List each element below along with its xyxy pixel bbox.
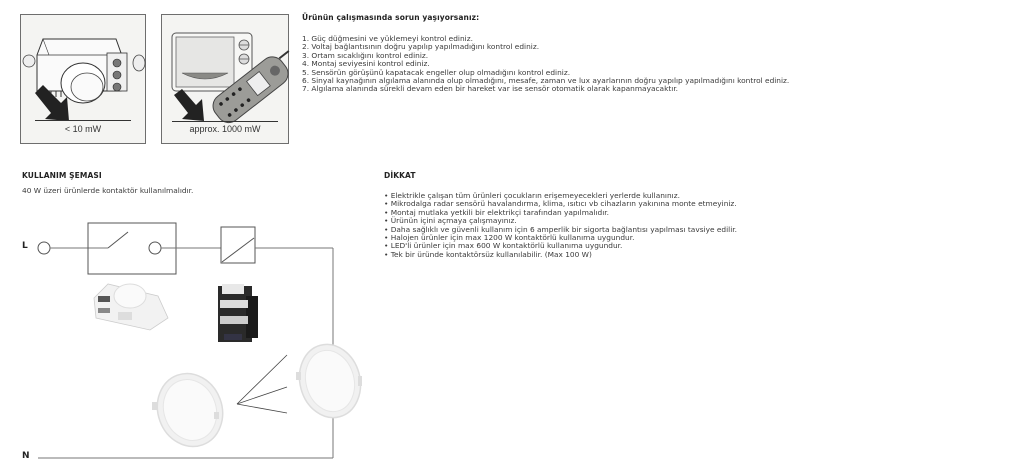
troubleshooting-step: 5. Sensörün görüşünü kapatacak engeller olup olmadığını kontrol ediniz. [302, 67, 571, 77]
troubleshooting-step: 3. Ortam sıcaklığını kontrol ediniz. [302, 50, 429, 60]
switch-contact [108, 232, 128, 248]
line-label: L [22, 241, 28, 251]
caution-item: • Elektrikle çalışan tüm ürünleri çocukların erişemeyecekleri yerlerde kullanınız. [384, 191, 680, 200]
sensor-switch-box [88, 223, 176, 274]
switch-terminal [149, 242, 161, 254]
caution-item: • Montaj mutlaka yetkili bir elektrikçi tarafından yapılmalıdır. [384, 207, 609, 217]
led-panel-left [147, 364, 232, 455]
troubleshooting-list [302, 35, 789, 94]
contactor-symbol [221, 227, 255, 263]
usage-title: KULLANIM ŞEMASI [22, 171, 102, 180]
caution-item: • LED'li ürünler için max 600 W kontaktörlü kullanıma uygundur. [384, 241, 623, 251]
neutral-label: N [22, 451, 30, 461]
caution-list [384, 192, 737, 259]
led-panel-right [291, 337, 368, 424]
caution-item: • Daha sağlıklı ve güvenli kullanım için 6 amperlik bir sigorta bağlantısı yapılması tavsiye edilir. [384, 224, 737, 234]
troubleshooting-step: 6. Sinyal kaynağının algılama alanında olup olmadığını, mesafe, zaman ve lux ayarlarının doğru yapılıp yapılmadığını kontrol ediniz. [302, 76, 790, 86]
troubleshooting-step: 7. Algılama alanında sürekli devam eden bir hareket var ise sensör otomatik olarak kapanmayacaktır. [302, 84, 679, 94]
panel-divider [35, 120, 131, 121]
power-panel-microwave-phone [161, 14, 289, 144]
panel-divider [172, 121, 278, 122]
usage-note: 40 W üzeri ürünlerde kontaktör kullanılmalıdır. [22, 186, 194, 195]
panel-caption: < 10 mW [64, 124, 102, 134]
caution-item: • Tek bir üründe kontaktörsüz kullanılabilir. (Max 100 W) [384, 249, 592, 259]
troubleshooting-step: 4. Montaj seviyesini kontrol ediniz. [302, 59, 430, 69]
panel-caption: approx. 1000 mW [189, 124, 261, 134]
caution-title: DİKKAT [384, 171, 416, 180]
troubleshooting-step: 1. Güç düğmesini ve yüklemeyi kontrol ediniz. [302, 34, 473, 43]
sensor-product-photo [94, 284, 168, 330]
power-panel-sensor [20, 14, 146, 144]
caution-item: • Mikrodalga radar sensörü havalandırma, klima, ısıtıcı vb cihazların yakınına monte etmeyiniz. [384, 199, 737, 209]
caution-item: • Ürünün içini açmaya çalışmayınız. [384, 216, 517, 226]
line-terminal [38, 242, 50, 254]
contactor-product-photo [218, 284, 258, 342]
troubleshooting-step: 2. Voltaj bağlantısının doğru yapılıp yapılmadığını kontrol ediniz. [302, 42, 540, 52]
troubleshooting-title: Ürünün çalışmasında sorun yaşıyorsanız: [302, 13, 480, 22]
caution-item: • Halojen ürünler için max 1200 W kontaktörlü kullanıma uygundur. [384, 233, 635, 243]
